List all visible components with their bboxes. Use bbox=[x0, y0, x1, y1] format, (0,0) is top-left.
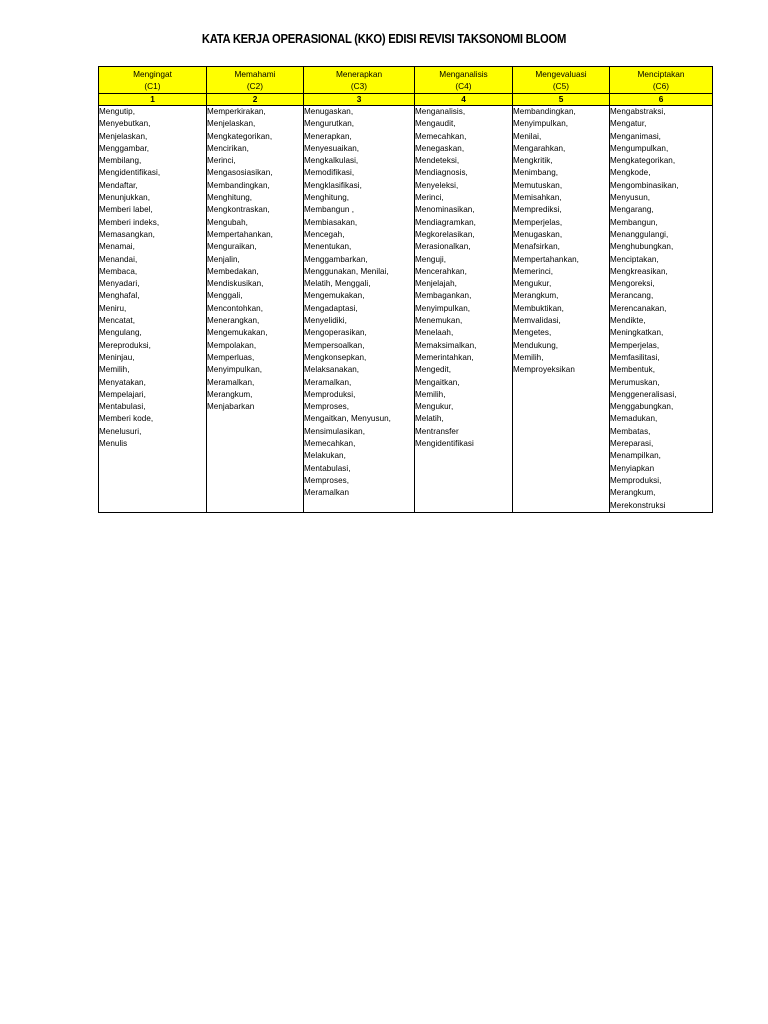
verb-item: Menghubungkan, bbox=[610, 242, 674, 252]
verb-item: Mencatat, bbox=[99, 316, 135, 326]
verb-item: Membandingkan, bbox=[207, 180, 270, 190]
verb-item: Menganimasi, bbox=[610, 131, 661, 141]
verb-item: Mengkritik, bbox=[513, 156, 553, 166]
verb-item: Menyebutkan, bbox=[99, 119, 151, 129]
column-name: Menciptakan bbox=[637, 69, 685, 79]
verb-item: Mendiagnosis, bbox=[415, 168, 468, 178]
verb-item: Menunjukkan, bbox=[99, 193, 150, 203]
verb-item: Memproduksi, bbox=[304, 389, 356, 399]
verb-item: Mengubah, bbox=[207, 217, 248, 227]
verbs-row bbox=[99, 106, 713, 513]
verb-item: Mereparasi, bbox=[610, 439, 654, 449]
verb-item: Mengutip, bbox=[99, 107, 135, 116]
verb-item: Mengklasifikasi, bbox=[304, 180, 362, 190]
verb-item: Mendukung, bbox=[513, 340, 559, 350]
column-number: 5 bbox=[513, 94, 610, 106]
verb-item: Memasangkan, bbox=[99, 229, 155, 239]
verb-item: Memperkirakan, bbox=[207, 107, 266, 116]
verb-item: Memperjelas, bbox=[610, 340, 660, 350]
verb-item: Merinci, bbox=[415, 193, 444, 203]
verb-item: Menampilkan, bbox=[610, 451, 661, 461]
verb-item: Mengoreksi, bbox=[610, 279, 655, 289]
verb-item: Memecahkan, bbox=[415, 131, 467, 141]
column-number: 3 bbox=[304, 94, 415, 106]
verb-item: Memilih, bbox=[99, 365, 130, 375]
verb-item: Merekonstruksi bbox=[610, 500, 666, 510]
verb-item: Memperjelas, bbox=[513, 217, 563, 227]
verb-list-c5 bbox=[513, 106, 610, 513]
verb-item: Menyadari, bbox=[99, 279, 140, 289]
verb-item: Menguraikan, bbox=[207, 242, 257, 252]
verb-item: Menafsirkan, bbox=[513, 242, 560, 252]
verb-item: Menyimpulkan, bbox=[207, 365, 263, 375]
header-row bbox=[99, 67, 713, 94]
verb-item: Mendaftar, bbox=[99, 180, 138, 190]
column-code: (C4) bbox=[455, 81, 472, 91]
verb-item: Menyatakan, bbox=[99, 377, 146, 387]
verb-item: Mentransfer bbox=[415, 426, 459, 436]
verb-item: Melatih, Menggali, bbox=[304, 279, 371, 289]
verb-item: Menegaskan, bbox=[415, 143, 465, 153]
column-name: Mengevaluasi bbox=[535, 69, 587, 79]
verb-item: Menyusun, bbox=[610, 193, 651, 203]
verb-item: Memperluas, bbox=[207, 352, 255, 362]
verb-item: Merangkum, bbox=[610, 488, 656, 498]
verb-item: Mengadaptasi, bbox=[304, 303, 358, 313]
verb-item: Mengidentifikasi, bbox=[99, 168, 161, 178]
verb-item: Menggunakan, Menilai, bbox=[304, 266, 389, 276]
verb-item: Mengkonsepkan, bbox=[304, 352, 367, 362]
verb-item: Meramalkan, bbox=[304, 377, 352, 387]
verb-item: Merencanakan, bbox=[610, 303, 667, 313]
verb-item: Menugaskan, bbox=[304, 107, 354, 116]
verb-item: Mengarahkan, bbox=[513, 143, 566, 153]
verb-item: Membatas, bbox=[610, 426, 651, 436]
verb-item: Mempertahankan, bbox=[513, 254, 579, 264]
column-code: (C5) bbox=[552, 81, 570, 91]
verb-item: Merinci, bbox=[207, 156, 236, 166]
verb-item: Menggali, bbox=[207, 291, 243, 301]
verb-item: Memberi kode, bbox=[99, 414, 154, 424]
column-name: Menerapkan bbox=[335, 69, 383, 79]
verb-item: Membiasakan, bbox=[304, 217, 358, 227]
verb-item: Membedakan, bbox=[207, 266, 259, 276]
verb-item: Melatih, bbox=[415, 414, 444, 424]
verb-item: Melakukan, bbox=[304, 451, 346, 461]
verb-item: Mensimulasikan, bbox=[304, 426, 366, 436]
verb-item: Menjelajah, bbox=[415, 279, 457, 289]
verb-item: Membagankan, bbox=[415, 291, 472, 301]
verb-item: Mengabstraksi, bbox=[610, 107, 666, 116]
verb-item: Mencontohkan, bbox=[207, 303, 263, 313]
verb-item: Menggambar, bbox=[99, 143, 150, 153]
number-row bbox=[99, 94, 713, 106]
verb-list-c2 bbox=[207, 106, 304, 513]
column-code: (C2) bbox=[246, 81, 264, 91]
verb-item: Mempersoalkan, bbox=[304, 340, 365, 350]
verb-item: Mencerahkan, bbox=[415, 266, 467, 276]
verb-item: Menyimpulkan, bbox=[415, 303, 471, 313]
column-name: Menganalisis bbox=[439, 69, 488, 79]
verb-item: Menjelaskan, bbox=[99, 131, 148, 141]
column-code: (C3) bbox=[350, 81, 368, 91]
verb-item: Membentuk, bbox=[610, 365, 656, 375]
verb-item: Mempertahankan, bbox=[207, 229, 273, 239]
verb-item: Memfasilitasi, bbox=[610, 352, 660, 362]
verb-item: Mengemukakan, bbox=[304, 291, 365, 301]
verb-item: Menanggulangi, bbox=[610, 229, 669, 239]
column-name: Memahami bbox=[234, 69, 276, 79]
verb-item: Membangun, bbox=[610, 217, 658, 227]
verb-item: Meramalkan, bbox=[207, 377, 255, 387]
verb-item: Menulis bbox=[99, 439, 128, 449]
verb-item: Menyiapkan bbox=[610, 463, 655, 473]
verb-item: Memecahkan, bbox=[304, 439, 356, 449]
verb-item: Menyelidiki, bbox=[304, 316, 347, 326]
verb-item: Menjelaskan, bbox=[207, 119, 256, 129]
verb-item: Mengombinasikan, bbox=[610, 180, 679, 190]
verb-item: Menominasikan, bbox=[415, 205, 475, 215]
verb-item: Memprediksi, bbox=[513, 205, 562, 215]
verb-item: Mengasosiasikan, bbox=[207, 168, 273, 178]
verb-item: Memberi label, bbox=[99, 205, 153, 215]
verb-item: Merancang, bbox=[610, 291, 654, 301]
verb-item: Mengemukakan, bbox=[207, 328, 268, 338]
verb-item: Memilih, bbox=[415, 389, 446, 399]
verb-item: Memberi indeks, bbox=[99, 217, 160, 227]
verb-item: Meningkatkan, bbox=[610, 328, 664, 338]
verb-item: Menemukan, bbox=[415, 316, 463, 326]
verb-item: Menerapkan, bbox=[304, 131, 352, 141]
verb-item: Memutuskan, bbox=[513, 180, 563, 190]
verb-item: Mempolakan, bbox=[207, 340, 257, 350]
verb-item: Mendiskusikan, bbox=[207, 279, 264, 289]
column-code: (C1) bbox=[144, 81, 161, 91]
column-header bbox=[207, 67, 304, 94]
verb-item: Memisahkan, bbox=[513, 193, 562, 203]
verb-item: Mengurutkan, bbox=[304, 119, 355, 129]
verb-item: Mentabulasi, bbox=[304, 463, 351, 473]
verb-item: Memadukan, bbox=[610, 414, 658, 424]
column-number: 4 bbox=[415, 94, 513, 106]
verb-item: Mengkalkulasi, bbox=[304, 156, 359, 166]
verb-item: Memerinci, bbox=[513, 266, 554, 276]
verb-item: Menguji, bbox=[415, 254, 446, 264]
verb-item: Mengaitkan, Menyusun, bbox=[304, 414, 391, 424]
verb-item: Mengedit, bbox=[415, 365, 451, 375]
verb-item: Mengukur, bbox=[513, 279, 552, 289]
verb-item: Membilang, bbox=[99, 156, 142, 166]
verb-item: Mengetes, bbox=[513, 328, 552, 338]
column-header bbox=[513, 67, 610, 94]
verb-item: Mengkategorikan, bbox=[610, 156, 676, 166]
column-code: (C6) bbox=[652, 81, 670, 91]
verb-item: Mereproduksi, bbox=[99, 340, 151, 350]
verb-item: Memproses, bbox=[304, 402, 350, 412]
verb-item: Menelaah, bbox=[415, 328, 454, 338]
verb-item: Meniru, bbox=[99, 303, 127, 313]
verb-item: Menugaskan, bbox=[513, 229, 563, 239]
verb-item: Memaksimalkan, bbox=[415, 340, 477, 350]
verb-item: Melaksanakan, bbox=[304, 365, 360, 375]
verb-item: Membuktikan, bbox=[513, 303, 564, 313]
verb-item: Menyeleksi, bbox=[415, 180, 459, 190]
verb-item: Menghitung, bbox=[304, 193, 350, 203]
verb-item: Mengidentifikasi bbox=[415, 439, 474, 449]
verb-item: Menjalin, bbox=[207, 254, 240, 264]
verb-item: Mengoperasikan, bbox=[304, 328, 367, 338]
column-header bbox=[99, 67, 207, 94]
verb-item: Mendeteksi, bbox=[415, 156, 460, 166]
verb-item: Menganalisis, bbox=[415, 107, 466, 116]
verb-item: Menyimpulkan, bbox=[513, 119, 569, 129]
verb-item: Meninjau, bbox=[99, 352, 135, 362]
verb-item: Memproyeksikan bbox=[513, 365, 575, 375]
verb-list-c1 bbox=[99, 106, 207, 513]
verb-item: Mengkontraskan, bbox=[207, 205, 270, 215]
verb-item: Menggeneralisasi, bbox=[610, 389, 677, 399]
verb-item: Merangkum, bbox=[513, 291, 559, 301]
verb-list-c3 bbox=[304, 106, 415, 513]
verb-item: Memerintahkan, bbox=[415, 352, 474, 362]
verb-item: Mengukur, bbox=[415, 402, 454, 412]
verb-item: Menelusuri, bbox=[99, 426, 142, 436]
verb-item: Menggambarkan, bbox=[304, 254, 368, 264]
verb-item: Membaca, bbox=[99, 266, 138, 276]
verb-item: Mengatur, bbox=[610, 119, 647, 129]
verb-item: Menamai, bbox=[99, 242, 135, 252]
verb-item: Menimbang, bbox=[513, 168, 559, 178]
verb-item: Mendikte, bbox=[610, 316, 646, 326]
verb-item: Memproses, bbox=[304, 475, 350, 485]
verb-item: Menilai, bbox=[513, 131, 542, 141]
verb-item: Memodifikasi, bbox=[304, 168, 355, 178]
verb-item: Menyesuaikan, bbox=[304, 143, 360, 153]
verb-list-c6 bbox=[610, 106, 713, 513]
verb-item: Membandingkan, bbox=[513, 107, 576, 116]
kko-table bbox=[98, 66, 713, 513]
verb-item: Menghitung, bbox=[207, 193, 253, 203]
verb-item: Merumuskan, bbox=[610, 377, 660, 387]
verb-item: Mengulang, bbox=[99, 328, 142, 338]
verb-item: Mengkategorikan, bbox=[207, 131, 273, 141]
column-header bbox=[304, 67, 415, 94]
column-number: 6 bbox=[610, 94, 713, 106]
verb-item: Mencegah, bbox=[304, 229, 345, 239]
page-title: KATA KERJA OPERASIONAL (KKO) EDISI REVISI TAKSONOMI BLOOM bbox=[201, 32, 567, 46]
verb-item: Mencirikan, bbox=[207, 143, 249, 153]
verb-item: Menerangkan, bbox=[207, 316, 260, 326]
verb-item: Mengumpulkan, bbox=[610, 143, 669, 153]
column-number: 1 bbox=[99, 94, 207, 106]
verb-item: Memvalidasi, bbox=[513, 316, 561, 326]
verb-item: Mendiagramkan, bbox=[415, 217, 476, 227]
verb-item: Megkorelasikan, bbox=[415, 229, 475, 239]
verb-item: Menandai, bbox=[99, 254, 138, 264]
verb-item: Mengarang, bbox=[610, 205, 654, 215]
column-header bbox=[415, 67, 513, 94]
verb-item: Menjabarkan bbox=[207, 402, 255, 412]
verb-item: Menentukan, bbox=[304, 242, 352, 252]
verb-item: Mengaudit, bbox=[415, 119, 456, 129]
verb-item: Memproduksi, bbox=[610, 475, 662, 485]
verb-item: Mengkode, bbox=[610, 168, 651, 178]
verb-item: Mempelajari, bbox=[99, 389, 146, 399]
verb-item: Meramalkan bbox=[304, 488, 350, 498]
verb-item: Mengkreasikan, bbox=[610, 266, 668, 276]
column-name: Mengingat bbox=[133, 69, 172, 79]
verb-item: Membangun , bbox=[304, 205, 355, 215]
verb-item: Mentabulasi, bbox=[99, 402, 146, 412]
column-number: 2 bbox=[207, 94, 304, 106]
verb-item: Mengaitkan, bbox=[415, 377, 460, 387]
verb-item: Merangkum, bbox=[207, 389, 253, 399]
verb-item: Menggabungkan, bbox=[610, 402, 674, 412]
column-header bbox=[610, 67, 713, 94]
verb-item: Memilih, bbox=[513, 352, 544, 362]
verb-list-c4 bbox=[415, 106, 513, 513]
verb-item: Merasionalkan, bbox=[415, 242, 471, 252]
verb-item: Menghafal, bbox=[99, 291, 140, 301]
verb-item: Menciptakan, bbox=[610, 254, 659, 264]
